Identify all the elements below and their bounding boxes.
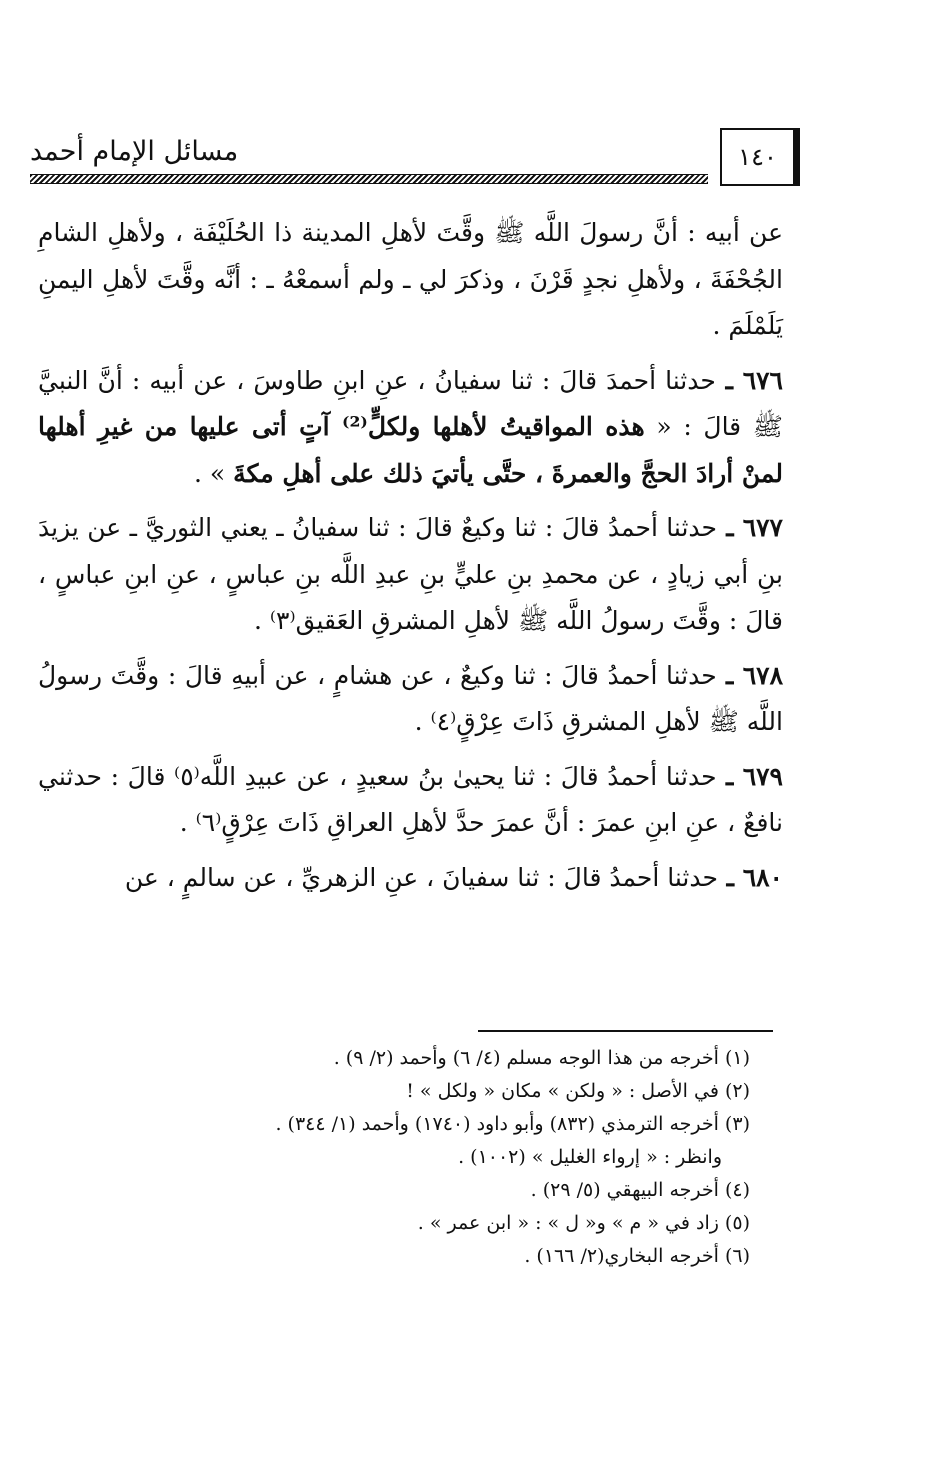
entry-number: ٦٧٧ ـ [717,513,783,542]
footnote-3: (٣) أخرجه الترمذي (٨٣٢) وأبو داود (١٧٤٠) وأحمد (١/ ٣٤٤) . [275,1113,750,1135]
entry-number: ٦٧٩ ـ [717,762,783,791]
entry-number: ٦٨٠ ـ [718,863,783,892]
entry-number: ٦٧٨ ـ [717,661,783,690]
footnote-1: (١) أخرجه من هذا الوجه مسلم (٤/ ٦) وأحمد (٢/ ٩) . [333,1047,750,1069]
header-rule [30,174,708,184]
footnote-6: (٦) أخرجه البخاري(٢/ ١٦٦) . [524,1245,750,1267]
entry-number: ٦٧٦ ـ [716,366,783,395]
footnotes [100,1042,750,1273]
entry-text: حدثنا أحمدُ قالَ : ثنا وكيعٌ ، عن هشامٍ ، عن أبيهِ قالَ : وقَّتَ رسولُ اللَّه ﷺ لأهلِ المشرقِ ذَاتَ عِرْقٍ⁽٤⁾ . [38,660,783,736]
entry-676 [38,358,783,498]
footnote-3-continued: وانظر : « إرواء الغليل » (١٠٠٢) . [458,1146,722,1168]
entry-text-end: » . [193,458,234,488]
running-title: مسائل الإمام أحمد [30,136,239,167]
entry-text: حدثنا أحمدُ قالَ : ثنا يحيىٰ بنُ سعيدٍ ، عن عبيدِ اللَّه⁽٥⁾ قالَ : حدثني نافعٌ ، عنِ ابنِ عمرَ : أنَّ عمرَ حدَّ لأهلِ العراقِ ذَاتَ عِرْقٍ⁽٦⁾ . [38,761,783,837]
footnote-4: (٤) أخرجه البيهقي (٥/ ٢٩) . [530,1179,750,1201]
page-header [30,128,800,190]
footnote-rule [478,1030,773,1032]
entry-680 [38,855,783,902]
intro-paragraph: عن أبيه : أنَّ رسولَ اللَّه ﷺ وقَّتَ لأهلِ المدينة ذا الحُلَيْفَة ، ولأهلِ الشامِ الجُحْفَةَ ، ولأهلِ نجدٍ قَرْنَ ، وذكرَ لي ـ ولم أسمعْهُ ـ : أنَّه وقَّتَ لأهلِ اليمنِ يَلَمْلَمَ . [38,218,783,340]
entry-bold-text: هذه المواقيتُ لأهلها ولكلٍّ⁽²⁾ آتٍ أتى عليها من غيرِ أهلها لمنْ أرادَ الحجَّ والعمرةَ ، حتَّى يأتيَ ذلك على أهلِ مكةَ [38,412,783,488]
entry-text: حدثنا أحمدُ قالَ : ثنا سفيانَ ، عنِ الزهريِّ ، عن سالمٍ ، عن [124,862,718,892]
entry-679 [38,754,783,847]
footnote-2: (٢) في الأصل : « ولكن » مكان « ولكل » ! [406,1080,750,1102]
entry-text: حدثنا أحمدَ قالَ : ثنا سفيانُ ، عنِ ابنِ طاوسَ ، عن أبيه : أنَّ النبيَّ ﷺ قالَ : « [38,365,783,441]
main-text [38,210,783,909]
entry-678 [38,653,783,746]
entry-677 [38,505,783,645]
footnote-5: (٥) زاد في « م » و« ل » : « ابن عمر » . [417,1212,750,1234]
entry-text: حدثنا أحمدُ قالَ : ثنا وكيعٌ قالَ : ثنا سفيانُ ـ يعني الثوريَّ ـ عن يزيدَ بنِ أبي زيادٍ ، عن محمدِ بنِ عليٍّ بنِ عبدِ اللَّه بنِ عباسٍ ، عنِ ابنِ عباسٍ ، قالَ : وقَّتَ رسولُ اللَّه ﷺ لأهلِ المشرقِ العَقيق⁽٣⁾ . [38,513,783,635]
page-number: ١٤٠ [720,128,800,186]
